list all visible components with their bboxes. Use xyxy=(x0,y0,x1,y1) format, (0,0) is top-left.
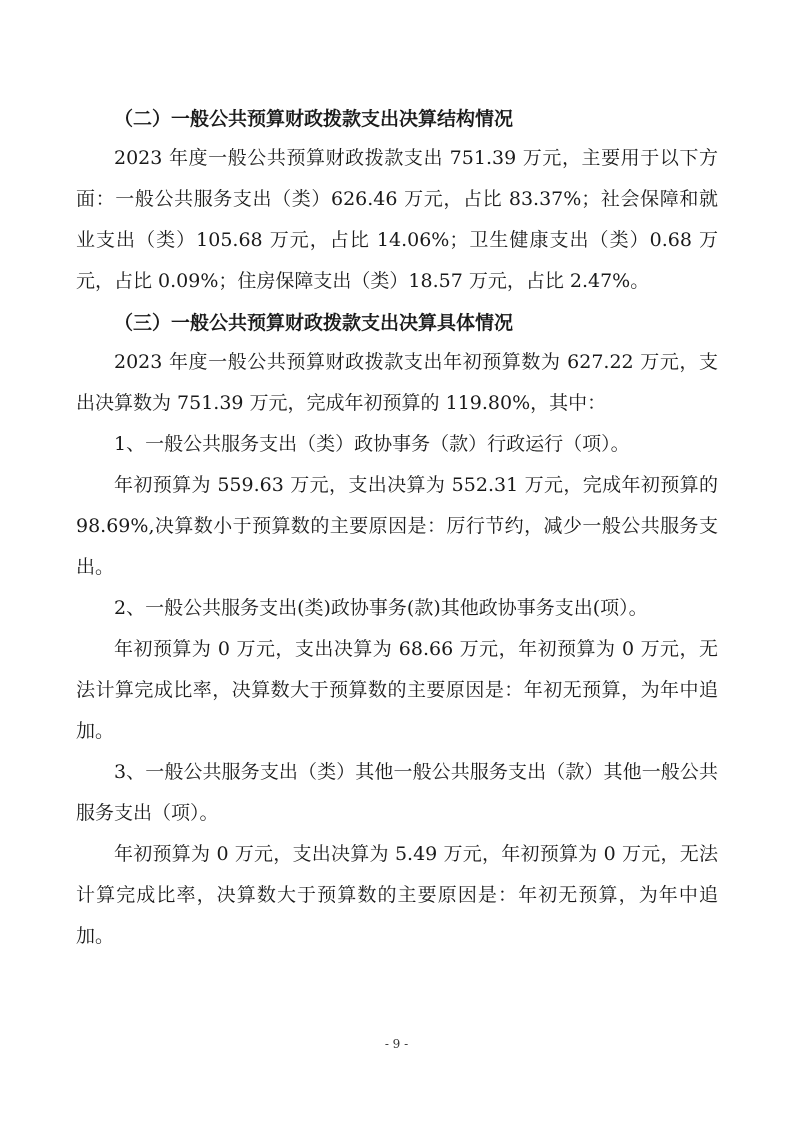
item-2-body: 年初预算为 0 万元，支出决算为 68.66 万元，年初预算为 0 万元，无法计算完成比率，决算数大于预算数的主要原因是：年初无预算，为年中追加。 xyxy=(76,638,718,742)
paragraph-structure: 2023 年度一般公共预算财政拨款支出 751.39 万元，主要用于以下方面：一般公共服务支出（类）626.46 万元，占比 83.37%；社会保障和就业支出（类）105.68 万元，占比 14.06%；卫生健康支出（类）0.68 万元，占比 0.09%；住房保障支出（类）18.57 万元，占比 2.47%。 xyxy=(76,147,718,292)
item-1-title: 1、一般公共服务支出（类）政协事务（款）行政运行（项）。 xyxy=(114,433,630,455)
page-number: - 9 - xyxy=(384,1037,409,1051)
section-heading-details: （三）一般公共预算财政拨款支出决算具体情况 xyxy=(114,312,514,334)
page-content xyxy=(76,100,718,957)
item-2-title: 2、一般公共服务支出(类)政协事务(款)其他政协事务支出(项）。 xyxy=(114,597,648,619)
item-3-body: 年初预算为 0 万元，支出决算为 5.49 万元，年初预算为 0 万元，无法计算完成比率，决算数大于预算数的主要原因是：年初无预算，为年中追加。 xyxy=(76,843,718,947)
item-3-title: 3、一般公共服务支出（类）其他一般公共服务支出（款）其他一般公共服务支出（项）。 xyxy=(76,761,718,824)
section-heading-structure: （二）一般公共预算财政拨款支出决算结构情况 xyxy=(114,108,514,130)
item-1-body: 年初预算为 559.63 万元，支出决算为 552.31 万元，完成年初预算的 98.69%,决算数小于预算数的主要原因是：厉行节约，减少一般公共服务支出。 xyxy=(76,474,718,578)
paragraph-details-intro: 2023 年度一般公共预算财政拨款支出年初预算数为 627.22 万元，支出决算数为 751.39 万元，完成年初预算的 119.80%，其中： xyxy=(76,351,718,414)
